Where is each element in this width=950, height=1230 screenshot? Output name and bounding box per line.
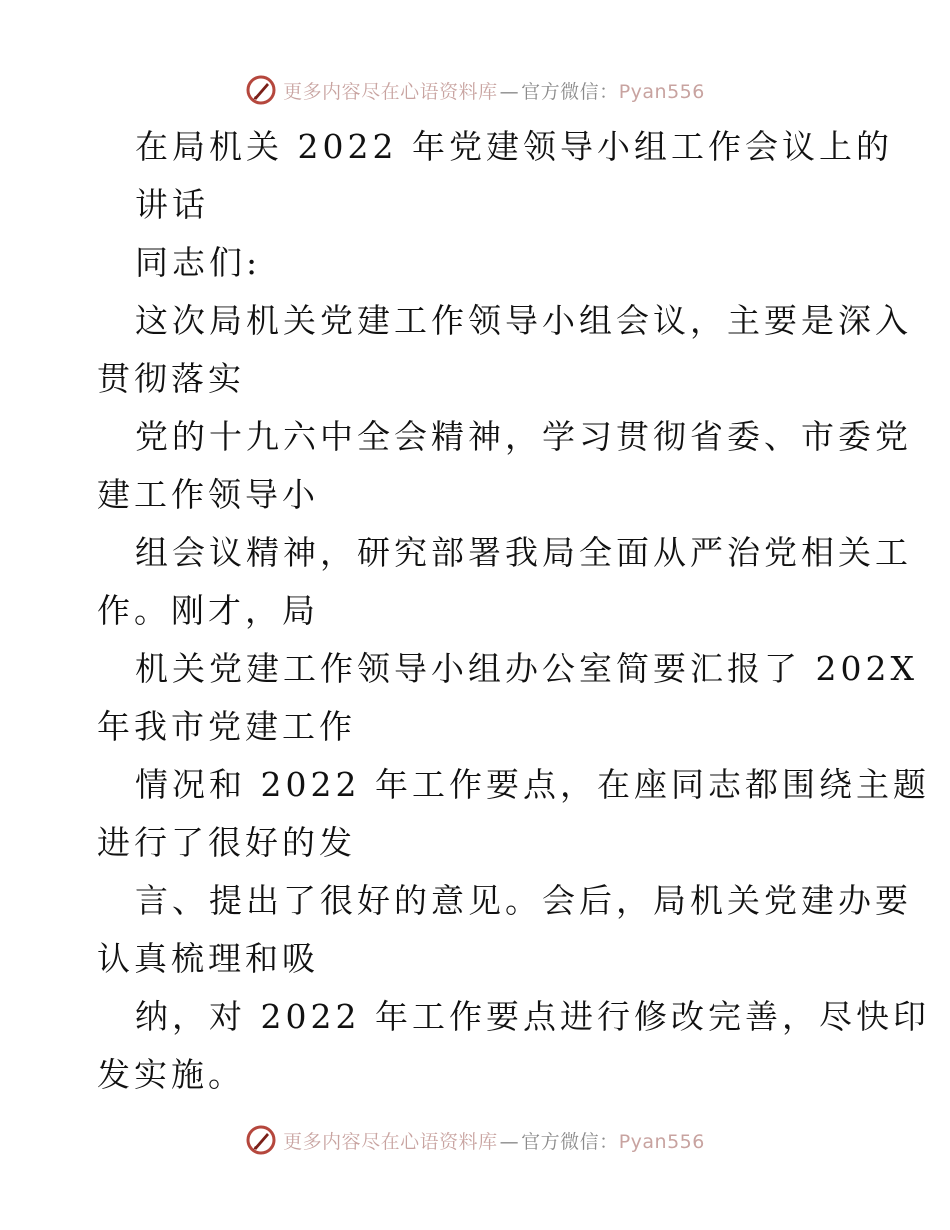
watermark-header <box>0 70 950 110</box>
paragraph-line: 这次局机关党建工作领导小组会议，主要是深入 <box>135 301 912 340</box>
watermark-footer <box>0 1120 950 1160</box>
doc-title-line-2: 讲话 <box>135 185 209 224</box>
doc-title-line-1: 在局机关 2022 年党建领导小组工作会议上的 <box>135 127 893 166</box>
quill-logo-icon <box>245 1124 277 1156</box>
quill-logo-icon <box>245 74 277 106</box>
paragraph-line: 贯彻落实 <box>97 359 245 398</box>
paragraph-line: 党的十九六中全会精神，学习贯彻省委、市委党 <box>135 417 912 456</box>
paragraph-line: 组会议精神，研究部署我局全面从严治党相关工 <box>135 533 912 572</box>
paragraph-line: 建工作领导小 <box>97 475 319 514</box>
paragraph-line: 发实施。 <box>97 1055 245 1094</box>
paragraph-line: 认真梳理和吸 <box>97 939 319 978</box>
paragraph-line: 作。刚才，局 <box>97 591 319 630</box>
watermark-text: 更多内容尽在心语资料库 — 官方微信：Pyan556 <box>283 80 705 103</box>
paragraph-line: 年我市党建工作 <box>97 707 356 746</box>
salutation: 同志们: <box>135 243 262 282</box>
document-body <box>97 118 930 1104</box>
paragraph-line: 进行了很好的发 <box>97 823 356 862</box>
paragraph-line: 机关党建工作领导小组办公室简要汇报了 202X <box>135 649 918 688</box>
paragraph-line: 情况和 2022 年工作要点，在座同志都围绕主题 <box>135 765 930 804</box>
watermark-text: 更多内容尽在心语资料库 — 官方微信：Pyan556 <box>283 1130 705 1153</box>
paragraph-line: 言、提出了很好的意见。会后，局机关党建办要 <box>135 881 912 920</box>
paragraph-line: 纳，对 2022 年工作要点进行修改完善，尽快印 <box>135 997 930 1036</box>
